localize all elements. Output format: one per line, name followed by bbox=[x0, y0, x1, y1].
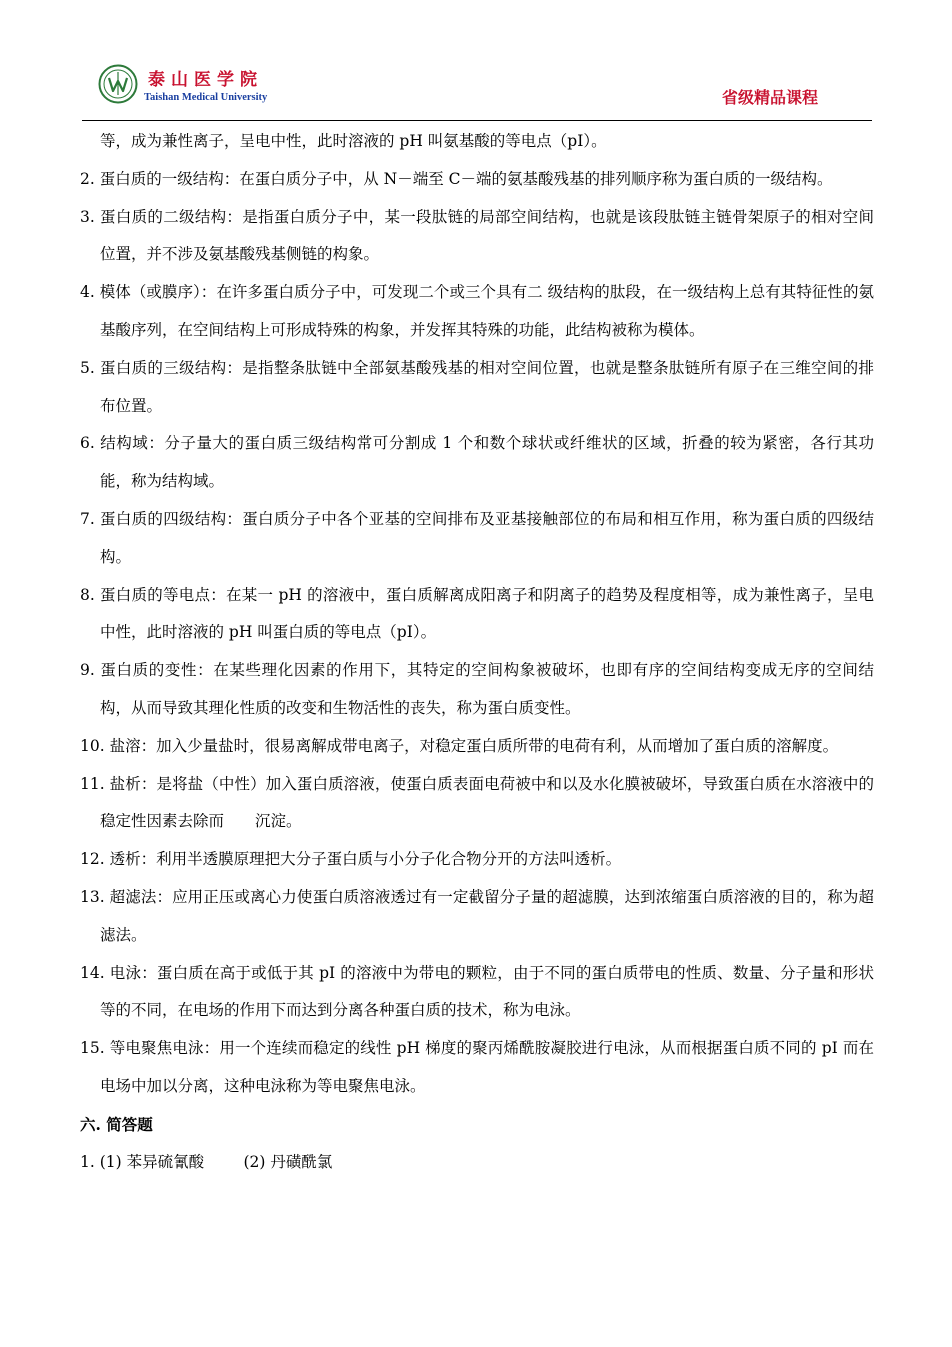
definition-item: 13. 超滤法：应用正压或离心力使蛋白质溶液透过有一定截留分子量的超滤膜，达到浓缩蛋白质溶液的目的，称为超滤法。 bbox=[80, 887, 874, 944]
school-name-cn: 泰山医学院 bbox=[148, 70, 263, 90]
answer-line: 1. (1) 苯异硫氰酸 (2) 丹磺酰氯 bbox=[80, 1152, 333, 1171]
definition-item: 6. 结构域：分子量大的蛋白质三级结构常可分割成 1 个和数个球状或纤维状的区域，折叠的较为紧密，各行其功能，称为结构域。 bbox=[80, 434, 874, 491]
definition-item: 7. 蛋白质的四级结构：蛋白质分子中各个亚基的空间排布及亚基接触部位的布局和相互作用，称为蛋白质的四级结构。 bbox=[80, 509, 874, 566]
definition-item: 2. 蛋白质的一级结构：在蛋白质分子中，从 N－端至 C－端的氨基酸残基的排列顺序称为蛋白质的一级结构。 bbox=[80, 169, 833, 188]
header-divider bbox=[82, 120, 872, 121]
section-heading: 六. 简答题 bbox=[80, 1114, 153, 1134]
continuation-paragraph: 等，成为兼性离子，呈电中性，此时溶液的 pH 叫氨基酸的等电点（pI）。 bbox=[100, 132, 607, 150]
definition-item: 11. 盐析：是将盐（中性）加入蛋白质溶液，使蛋白质表面电荷被中和以及水化膜被破坏，导致蛋白质在水溶液中的稳定性因素去除而 沉淀。 bbox=[80, 774, 874, 831]
course-label: 省级精品课程 bbox=[721, 88, 818, 107]
definition-item: 12. 透析：利用半透膜原理把大分子蛋白质与小分子化合物分开的方法叫透析。 bbox=[80, 850, 622, 869]
definition-item: 8. 蛋白质的等电点：在某一 pH 的溶液中，蛋白质解离成阳离子和阴离子的趋势及程度相等，成为兼性离子，呈电中性，此时溶液的 pH 叫蛋白质的等电点（pI）。 bbox=[80, 585, 874, 642]
definition-item: 15. 等电聚焦电泳：用一个连续而稳定的线性 pH 梯度的聚丙烯酰胺凝胶进行电泳，从而根据蛋白质不同的 pI 而在电场中加以分离，这种电泳称为等电聚焦电泳。 bbox=[80, 1039, 874, 1095]
university-logo-icon bbox=[98, 64, 138, 104]
school-name-en: Taishan Medical University bbox=[144, 92, 268, 103]
definition-item: 5. 蛋白质的三级结构：是指整条肽链中全部氨基酸残基的相对空间位置，也就是整条肽链所有原子在三维空间的排布位置。 bbox=[80, 358, 874, 415]
definition-item: 14. 电泳：蛋白质在高于或低于其 pI 的溶液中为带电的颗粒，由于不同的蛋白质带电的性质、数量、分子量和形状等的不同，在电场的作用下而达到分离各种蛋白质的技术，称为电泳。 bbox=[80, 963, 874, 1020]
page-header bbox=[96, 62, 872, 120]
definition-item: 9. 蛋白质的变性：在某些理化因素的作用下，其特定的空间构象被破坏，也即有序的空间结构变成无序的空间结构，从而导致其理化性质的改变和生物活性的丧失，称为蛋白质变性。 bbox=[80, 661, 874, 717]
definition-item: 10. 盐溶：加入少量盐时，很易离解成带电离子，对稳定蛋白质所带的电荷有利，从而增加了蛋白质的溶解度。 bbox=[80, 736, 839, 755]
definition-item: 4. 模体（或膜序）：在许多蛋白质分子中，可发现二个或三个具有二 级结构的肽段，在一级结构上总有其特征性的氨基酸序列，在空间结构上可形成特殊的构象，并发挥其特殊的功能，此结构被称为模体。 bbox=[80, 283, 874, 339]
document-body bbox=[80, 123, 874, 1181]
definition-item: 3. 蛋白质的二级结构：是指蛋白质分子中，某一段肽链的局部空间结构，也就是该段肽链主链骨架原子的相对空间位置，并不涉及氨基酸残基侧链的构象。 bbox=[80, 207, 874, 264]
